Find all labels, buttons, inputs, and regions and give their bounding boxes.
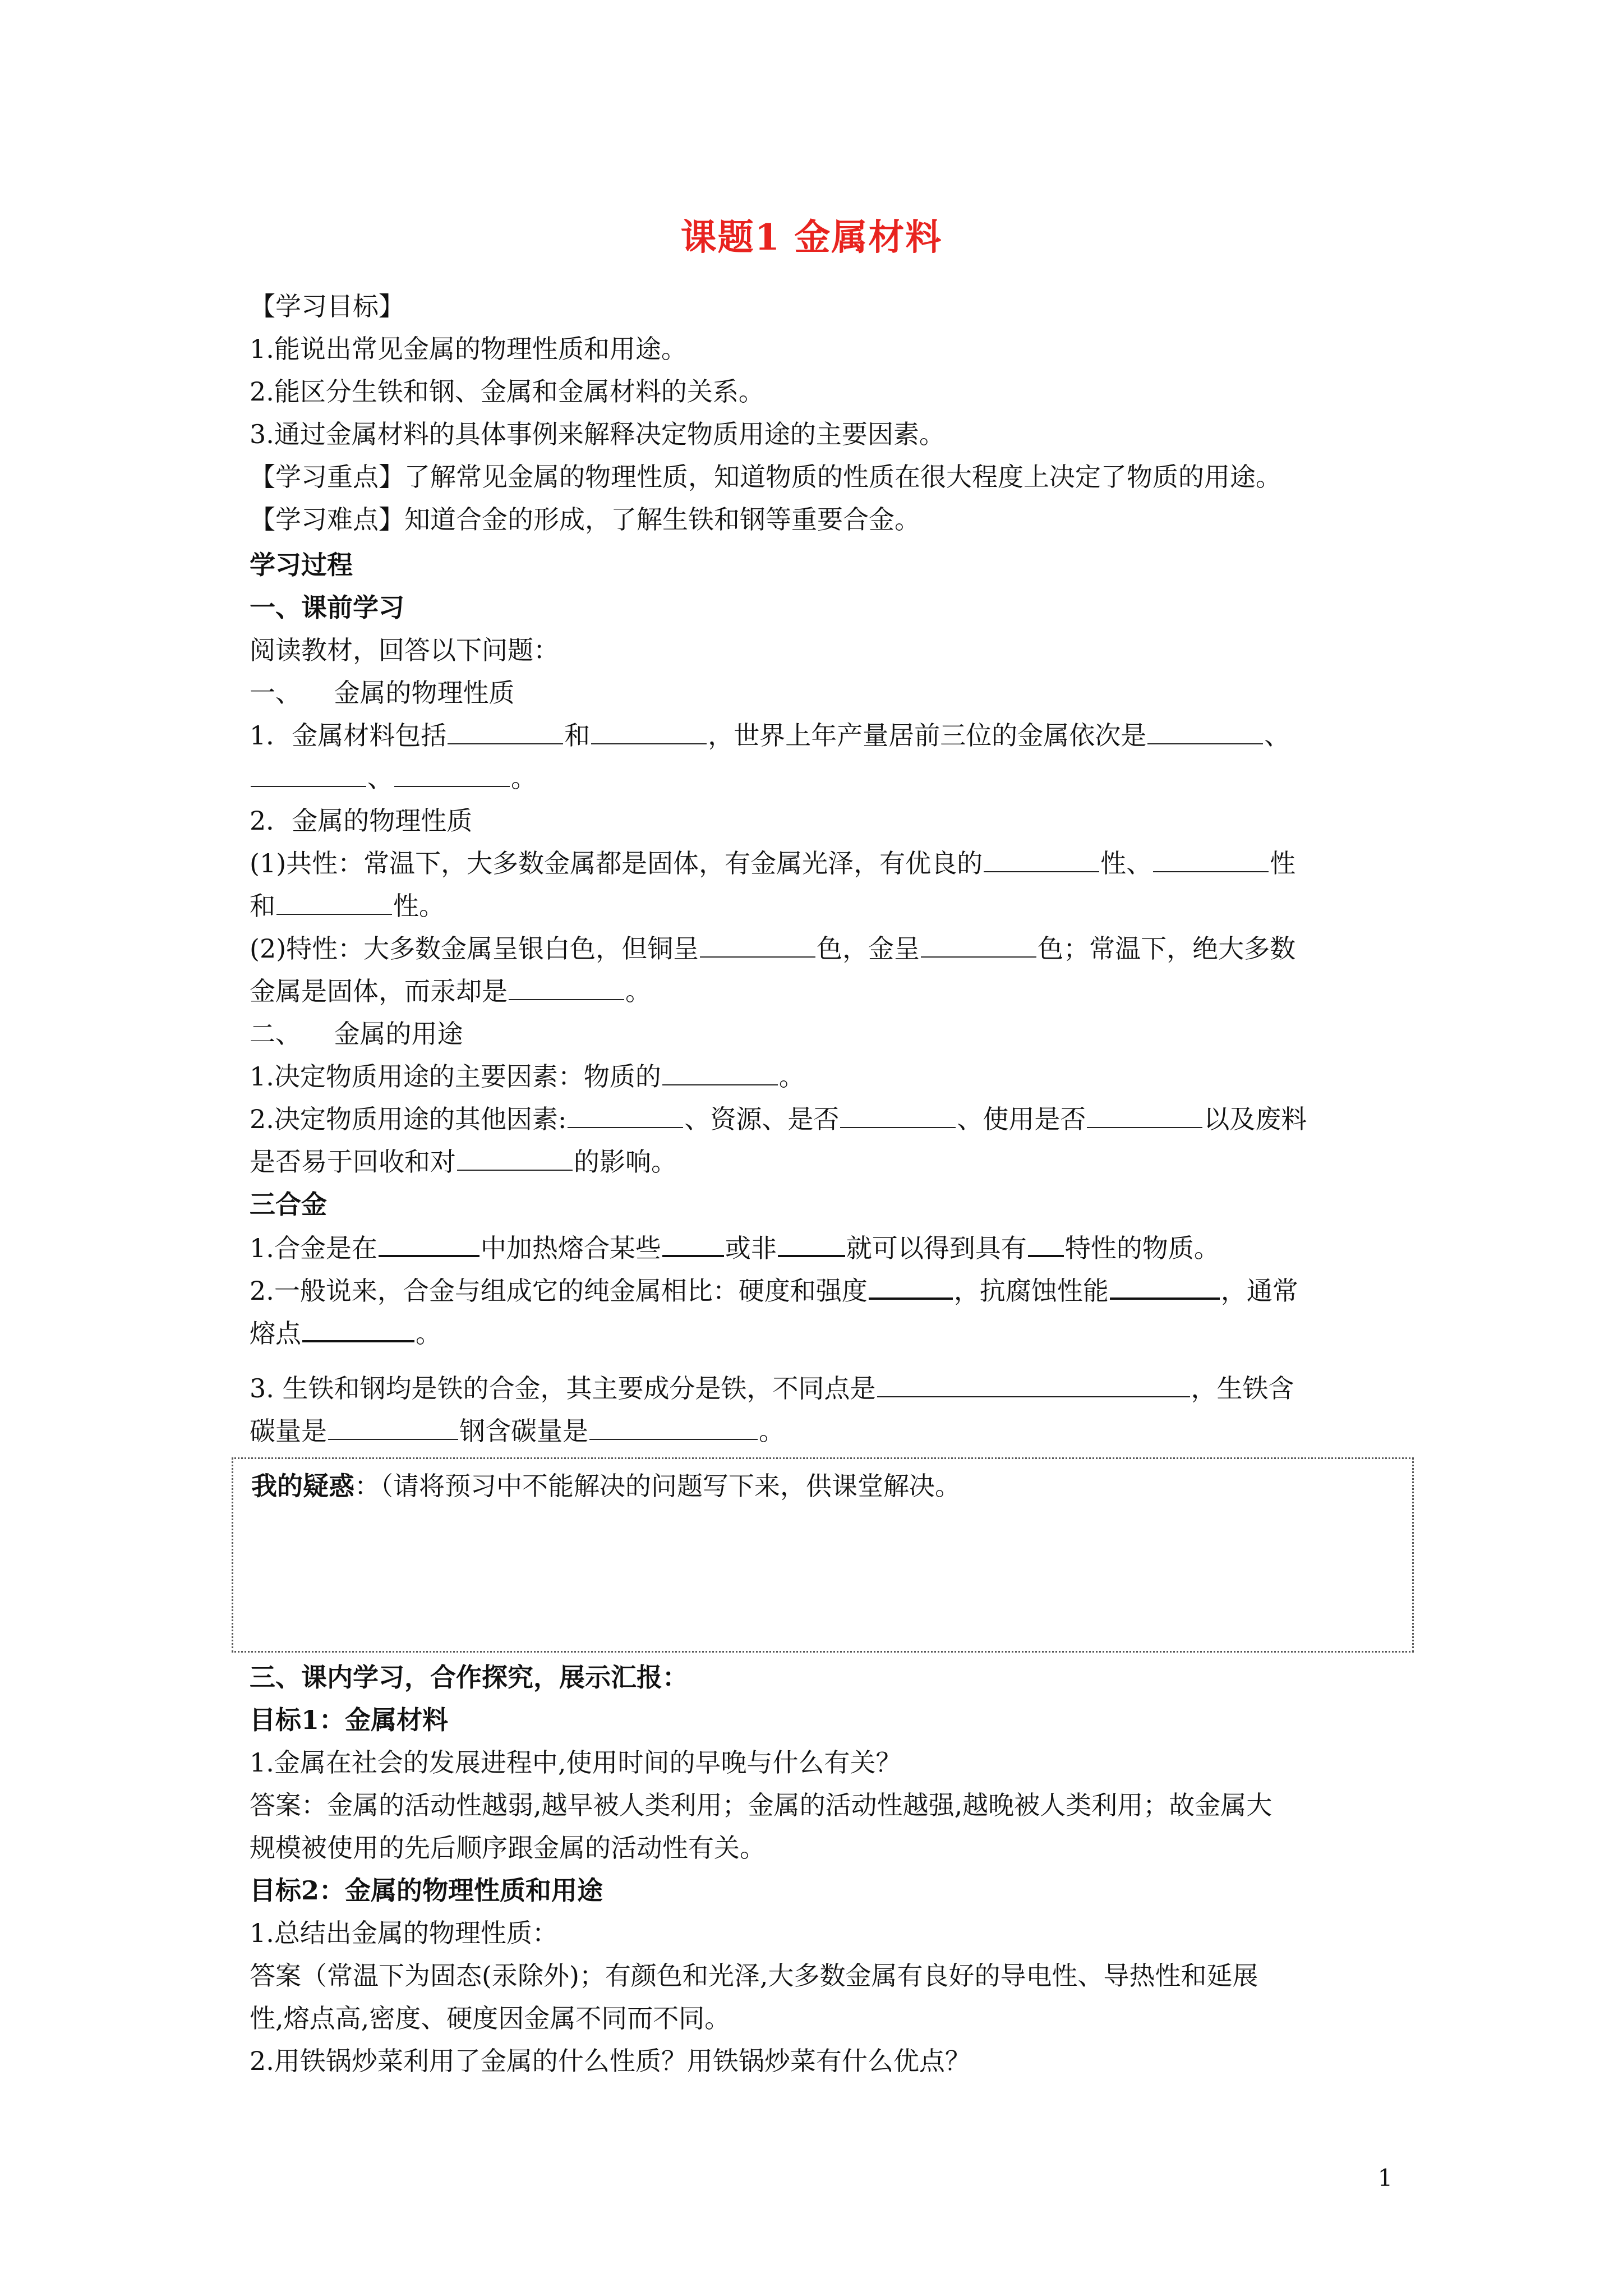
alloy3-text-c: 碳量是	[250, 1416, 327, 1446]
alloy-item-2-line-2	[250, 1315, 441, 1350]
section-physical-properties: 一、 金属的物理性质	[250, 678, 515, 708]
q1-text-d: 、	[1264, 720, 1290, 751]
target-2-question-2: 2.用铁锅炒菜利用了金属的什么性质？用铁锅炒菜有什么优点？	[250, 2046, 971, 2076]
fill-blank[interactable]	[302, 1315, 414, 1342]
q1-text-c: ，世界上年产量居前三位的金属依次是	[708, 720, 1147, 751]
fill-blank[interactable]	[276, 889, 392, 915]
q1-text-b: 和	[564, 720, 591, 751]
difficulty: 【学习难点】知道合金的形成，了解生铁和钢等重要合金。	[250, 504, 920, 535]
alloy1-text-d: 就可以得到具有	[846, 1233, 1027, 1263]
goals-heading: 【学习目标】	[250, 291, 404, 321]
alloy-item-3-line-2	[250, 1414, 785, 1448]
alloy1-text-c: 或非	[725, 1233, 777, 1263]
in-class-heading: 三、课内学习，合作探究，展示汇报：	[250, 1662, 688, 1692]
pre-study-intro: 阅读教材，回答以下问题：	[250, 635, 559, 665]
alloy-item-1	[250, 1230, 1220, 1265]
question-1-line-1	[250, 719, 1290, 752]
use1-text-a: 1.决定物质用途的主要因素：物质的	[250, 1061, 661, 1092]
q2-1-text-b: 性、	[1100, 848, 1152, 878]
alloy1-text-a: 1.合金是在	[250, 1233, 377, 1263]
special-properties-line-1	[250, 932, 1295, 965]
target-2-question-1: 1.总结出金属的物理性质：	[250, 1918, 558, 1948]
question-2-heading: 2．金属的物理性质	[250, 806, 473, 836]
alloy3-text-d: 钢含碳量是	[459, 1416, 588, 1446]
doubt-prompt	[251, 1469, 961, 1503]
doubt-box[interactable]	[232, 1457, 1414, 1653]
fill-blank[interactable]	[1110, 1273, 1220, 1300]
use1-text-b: 。	[778, 1061, 805, 1092]
fill-blank[interactable]	[448, 719, 563, 744]
fill-blank[interactable]	[589, 1414, 758, 1440]
section-uses: 二、 金属的用途	[250, 1019, 463, 1049]
use-factor-2-line-1	[250, 1102, 1307, 1136]
fill-blank[interactable]	[251, 761, 366, 787]
goal-item-3: 3.通过金属材料的具体事例来解释决定物质用途的主要因素。	[250, 419, 945, 449]
alloy-item-2-line-1	[250, 1273, 1298, 1308]
fill-blank[interactable]	[1087, 1102, 1202, 1128]
fill-blank[interactable]	[877, 1372, 1190, 1397]
pre-study-heading: 一、课前学习	[250, 592, 404, 623]
fill-blank[interactable]	[328, 1414, 458, 1440]
fill-blank[interactable]	[662, 1230, 724, 1257]
target-2-answer-line-1: 答案（常温下为固态(汞除外)；有颜色和光泽,大多数金属有良好的导电性、导热性和延展	[250, 1961, 1258, 1991]
alloy2-text-d: 熔点	[250, 1318, 301, 1349]
process-heading: 学习过程	[250, 550, 353, 580]
q2-2-text-e: 。	[625, 976, 651, 1006]
target-1-answer-line-2: 规模被使用的先后顺序跟金属的活动性有关。	[250, 1833, 766, 1863]
fill-blank[interactable]	[568, 1102, 683, 1128]
use2-text-f: 的影响。	[574, 1147, 677, 1177]
use-factor-2-line-2	[250, 1145, 677, 1179]
fill-blank[interactable]	[1147, 719, 1263, 744]
alloy2-text-e: 。	[416, 1318, 441, 1349]
fill-blank[interactable]	[700, 932, 815, 958]
target-1-answer-line-1: 答案：金属的活动性越弱,越早被人类利用；金属的活动性越强,越晚被人类利用；故金属大	[250, 1790, 1272, 1820]
fill-blank[interactable]	[778, 1230, 845, 1257]
doubt-label: 我的疑惑	[251, 1471, 354, 1501]
fill-blank[interactable]	[1153, 846, 1269, 872]
fill-blank[interactable]	[921, 932, 1036, 958]
fill-blank[interactable]	[869, 1273, 953, 1300]
use2-text-a: 2.决定物质用途的其他因素:	[250, 1104, 567, 1134]
fill-blank[interactable]	[984, 846, 1099, 872]
target-1-question: 1.金属在社会的发展进程中,使用时间的早晚与什么有关？	[250, 1747, 902, 1778]
target-1-heading: 目标1：金属材料	[250, 1705, 449, 1735]
target-2-heading: 目标2：金属的物理性质和用途	[250, 1875, 603, 1906]
q1-text-e: 、	[367, 763, 393, 793]
use2-text-b: 、资源、是否	[684, 1104, 840, 1134]
q1-text-f: 。	[511, 763, 537, 793]
use2-text-c: 、使用是否	[957, 1104, 1086, 1134]
key-point: 【学习重点】了解常见金属的物理性质，知道物质的性质在很大程度上决定了物质的用途。	[250, 462, 1281, 492]
target-2-answer-line-2: 性,熔点高,密度、硬度因金属不同而不同。	[250, 2003, 731, 2033]
q2-2-text-b: 色，金呈	[817, 933, 920, 964]
common-properties-line-1	[250, 846, 1295, 880]
special-properties-line-2	[250, 974, 651, 1008]
fill-blank[interactable]	[394, 761, 510, 787]
q2-2-text-d: 金属是固体，而汞却是	[250, 976, 508, 1006]
page-number: 1	[1377, 2164, 1393, 2192]
page-title: 课题1 金属材料	[680, 217, 943, 259]
q1-text-a: 1．金属材料包括	[250, 720, 447, 751]
goal-item-2: 2.能区分生铁和钢、金属和金属材料的关系。	[250, 376, 764, 407]
q2-2-text-c: 色；常温下，绝大多数	[1038, 933, 1296, 964]
question-1-line-2	[250, 761, 537, 795]
alloy3-text-e: 。	[759, 1416, 785, 1446]
q2-1-text-c: 性	[1270, 848, 1296, 878]
fill-blank[interactable]	[591, 719, 707, 744]
alloy-item-3-line-1	[250, 1372, 1294, 1405]
use2-text-d: 以及废料	[1204, 1104, 1307, 1134]
q2-2-text-a: (2)特性：大多数金属呈银白色，但铜呈	[250, 933, 699, 964]
doubt-instruction: ：（请将预习中不能解决的问题写下来，供课堂解决。	[354, 1471, 961, 1501]
fill-blank[interactable]	[509, 974, 624, 1000]
fill-blank[interactable]	[379, 1230, 479, 1257]
use2-text-e: 是否易于回收和对	[250, 1147, 456, 1177]
fill-blank[interactable]	[840, 1102, 956, 1128]
q2-1-text-d: 和	[250, 891, 275, 921]
fill-blank[interactable]	[662, 1060, 778, 1085]
common-properties-line-2	[250, 889, 445, 923]
goal-item-1: 1.能说出常见金属的物理性质和用途。	[250, 334, 687, 364]
alloy3-text-b: ，生铁含	[1191, 1373, 1294, 1404]
section-alloy: 三合金	[250, 1189, 327, 1220]
use-factor-1	[250, 1060, 805, 1093]
alloy1-text-b: 中加热熔合某些	[480, 1233, 661, 1263]
q2-1-text-e: 性。	[393, 891, 445, 921]
alloy2-text-b: ，抗腐蚀性能	[953, 1276, 1109, 1306]
fill-blank[interactable]	[1028, 1230, 1064, 1257]
fill-blank[interactable]	[457, 1145, 573, 1171]
alloy2-text-a: 2.一般说来，合金与组成它的纯金属相比：硬度和强度	[250, 1276, 868, 1306]
alloy2-text-c: ，通常	[1220, 1276, 1298, 1306]
q2-1-text-a: (1)共性：常温下，大多数金属都是固体，有金属光泽，有优良的	[250, 848, 983, 878]
alloy1-text-e: 特性的物质。	[1064, 1233, 1220, 1263]
alloy3-text-a: 3. 生铁和钢均是铁的合金，其主要成分是铁，不同点是	[250, 1373, 876, 1404]
